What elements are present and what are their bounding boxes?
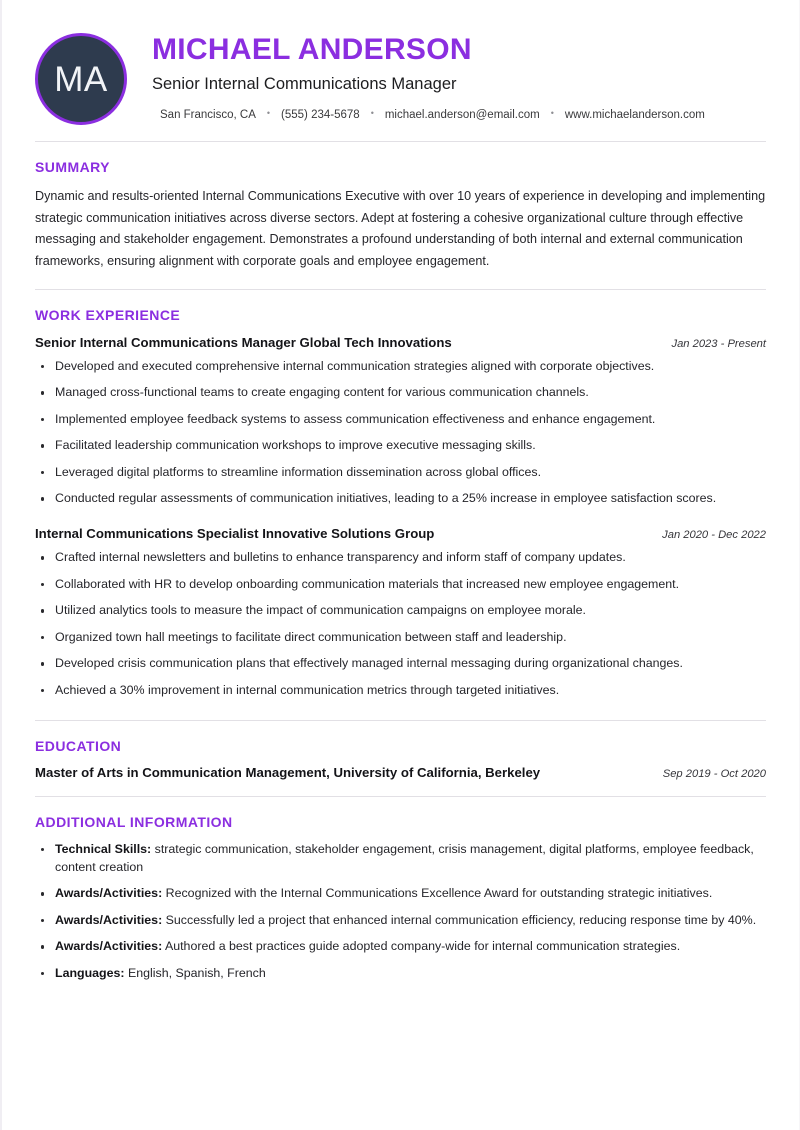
job-company: Global Tech Innovations: [299, 334, 452, 350]
contact-separator-icon: •: [370, 108, 374, 119]
contact-phone: (555) 234-5678: [281, 108, 360, 121]
education-dates: Sep 2019 - Oct 2020: [662, 767, 766, 780]
candidate-job-title: Senior Internal Communications Manager: [152, 75, 457, 93]
additional-information-body: [35, 841, 766, 999]
job-header: [35, 525, 766, 542]
summary-body: [35, 186, 766, 289]
section-title-education: EDUCATION: [35, 737, 122, 754]
section-summary: [35, 142, 766, 289]
avatar: [35, 33, 127, 125]
job-bullet: Developed crisis communication plans that effectively managed internal messaging during organizational changes.: [35, 655, 766, 673]
job-bullet: Utilized analytics tools to measure the impact of communication campaigns on employee morale.: [35, 602, 766, 620]
job-bullet: Crafted internal newsletters and bulletins to enhance transparency and inform staff of company updates.: [35, 549, 766, 567]
section-education: [35, 721, 766, 796]
job-bullet-list: [35, 549, 766, 699]
additional-information-item: [35, 938, 766, 956]
resume-header: [35, 0, 766, 141]
item-label: Technical Skills:: [55, 841, 152, 856]
job-bullet: Leveraged digital platforms to streamline information dissemination across global offices.: [35, 464, 766, 482]
job-bullet: Developed and executed comprehensive internal communication strategies aligned with corporate objectives.: [35, 358, 766, 376]
contact-email[interactable]: michael.anderson@email.com: [384, 108, 540, 121]
job-bullet: Facilitated leadership communication workshops to improve executive messaging skills.: [35, 437, 766, 455]
job-heading: [35, 334, 470, 351]
job-bullet: Managed cross-functional teams to create engaging content for various communication channels.: [35, 384, 766, 402]
job-dates: Jan 2020 - Dec 2022: [662, 529, 766, 542]
job-bullet-list: [35, 358, 766, 508]
section-work-experience: [35, 290, 766, 720]
contact-line: [152, 109, 766, 121]
item-text: Authored a best practices guide adopted company-wide for internal communication strategies.: [162, 939, 681, 954]
additional-information-item: [35, 912, 766, 930]
contact-location: San Francisco, CA: [160, 108, 256, 121]
item-text: strategic communication, stakeholder engagement, crisis management, digital platforms, employee feedback, content creation: [55, 841, 754, 874]
additional-information-item: [35, 965, 766, 983]
item-label: Awards/Activities:: [55, 939, 163, 954]
job-bullet: Achieved a 30% improvement in internal communication metrics through targeted initiatives.: [35, 682, 766, 700]
section-additional-information: [35, 797, 766, 999]
job-bullet: Implemented employee feedback systems to assess communication effectiveness and enhance engagement.: [35, 411, 766, 429]
job-entry: [35, 512, 766, 704]
job-bullet: Organized town hall meetings to facilitate direct communication between staff and leadership.: [35, 629, 766, 647]
item-label: Languages:: [55, 965, 125, 980]
job-heading: [35, 525, 452, 542]
contact-website[interactable]: www.michaelanderson.com: [564, 108, 705, 121]
education-degree: Master of Arts in Communication Management, University of California, Berkeley: [35, 764, 541, 780]
contact-separator-icon: •: [266, 108, 271, 119]
job-bullet: Conducted regular assessments of communication initiatives, leading to a 25% increase in employee satisfaction scores.: [35, 490, 766, 508]
avatar-initials: MA: [54, 59, 108, 99]
section-title-work-experience: WORK EXPERIENCE: [35, 306, 181, 323]
job-dates: Jan 2023 - Present: [671, 337, 766, 350]
item-label: Awards/Activities:: [55, 886, 163, 901]
item-label: Awards/Activities:: [55, 912, 163, 927]
summary-text: Dynamic and results-oriented Internal Communications Executive with over 10 years of experience in developing and implementing strategic communication initiatives across diverse sectors. Adept at fostering a cohesive organizational culture through effective messaging and stakeholder engagement. Demonstrates a profound understanding of both internal and external communication frameworks, ensuring alignment with corporate goals and employee engagement.: [35, 189, 766, 268]
job-position: Senior Internal Communications Manager: [35, 334, 296, 350]
education-entry: [35, 765, 766, 780]
additional-information-item: [35, 841, 766, 877]
section-title-summary: SUMMARY: [35, 159, 110, 175]
job-position: Internal Communications Specialist: [35, 526, 259, 542]
item-text: English, Spanish, French: [124, 965, 266, 980]
job-entry: [35, 334, 766, 513]
job-bullet: Collaborated with HR to develop onboarding communication materials that increased new employee engagement.: [35, 576, 766, 594]
additional-information-list: [35, 841, 766, 983]
job-header: [35, 334, 766, 351]
header-text-block: [127, 31, 766, 121]
job-company: Innovative Solutions Group: [262, 526, 435, 542]
item-text: Successfully led a project that enhanced internal communication efficiency, reducing response time by 40%.: [162, 912, 757, 927]
candidate-name: MICHAEL ANDERSON: [152, 33, 472, 66]
education-body: [35, 765, 766, 796]
contact-separator-icon: •: [550, 108, 554, 119]
item-text: Recognized with the Internal Communications Excellence Award for outstanding strategic initiatives.: [162, 886, 713, 901]
section-title-additional-information: ADDITIONAL INFORMATION: [35, 813, 233, 830]
additional-information-item: [35, 885, 766, 903]
work-experience-body: [35, 334, 766, 720]
